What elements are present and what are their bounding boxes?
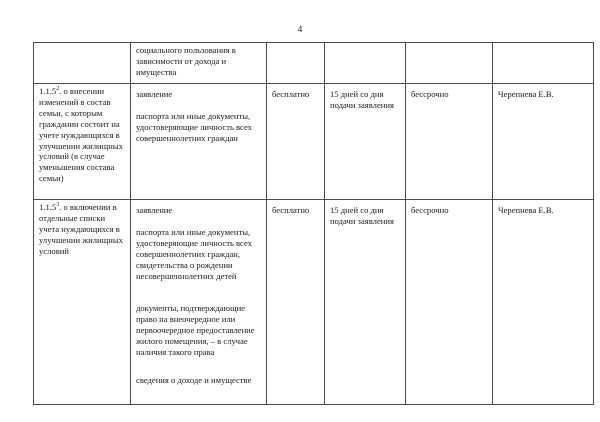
document-item: паспорта или иные документы, удостоверяющие личность всех совершеннолетних граждан, свидетельства о рождении несовершеннолетних детей: [136, 226, 252, 281]
fee-cell: [267, 43, 325, 84]
validity-text: бессрочно: [411, 89, 449, 99]
responsible-cell: [493, 200, 594, 405]
service-superscript: 3: [56, 202, 60, 209]
table-row: [34, 43, 594, 84]
page-number: 4: [297, 24, 303, 34]
term-cell: [325, 43, 406, 84]
term-cell: [325, 84, 406, 200]
validity-text: бессрочно: [411, 205, 449, 215]
documents-cell: [131, 200, 267, 405]
service-cell: [34, 200, 131, 405]
service-cell: [34, 43, 131, 84]
service-number: 1.1.5: [39, 86, 57, 96]
fee-text: бесплатно: [272, 89, 310, 99]
document-item: заявление: [136, 89, 173, 99]
document-item: заявление: [136, 205, 173, 215]
documents-cell: [131, 43, 267, 84]
table-row: [34, 84, 594, 200]
service-superscript: 2: [56, 86, 60, 93]
responsible-cell: [493, 43, 594, 84]
term-text: 15 дней со дня подачи заявления: [330, 205, 394, 226]
validity-cell: [406, 200, 493, 405]
procedures-table: [33, 42, 594, 405]
document-item: паспорта или иные документы, удостоверяющие личность всех совершеннолетних граждан: [136, 110, 252, 143]
term-cell: [325, 200, 406, 405]
service-description: . о включении в отдельные списки учета нуждающихся в улучшении жилищных условий: [39, 202, 123, 256]
table-row: [34, 200, 594, 405]
validity-cell: [406, 84, 493, 200]
document-item: сведения о доходе и имуществе: [136, 374, 252, 385]
responsible-text: Черепнева Е.В.: [498, 89, 554, 99]
service-number: 1.1.5: [39, 202, 57, 212]
fee-cell: [267, 200, 325, 405]
service-description: . о внесении изменений в состав семьи, с которым гражданин состоит на учете нуждающихся в улучшении жилищных условий (в случае уменьшения состава семьи): [39, 86, 123, 184]
service-cell: [34, 84, 131, 200]
document-item: социального пользования в зависимости от дохода и имущества: [136, 45, 236, 77]
document-item: документы, подтверждающие право на внеочередное или первоочередное предоставление жилого помещения, – в случае наличия такого права: [136, 303, 255, 358]
documents-cell: [131, 84, 267, 200]
term-text: 15 дней со дня подачи заявления: [330, 89, 394, 110]
fee-text: бесплатно: [272, 205, 310, 215]
fee-cell: [267, 84, 325, 200]
validity-cell: [406, 43, 493, 84]
responsible-text: Черепнева Е.В.: [498, 205, 554, 215]
responsible-cell: [493, 84, 594, 200]
